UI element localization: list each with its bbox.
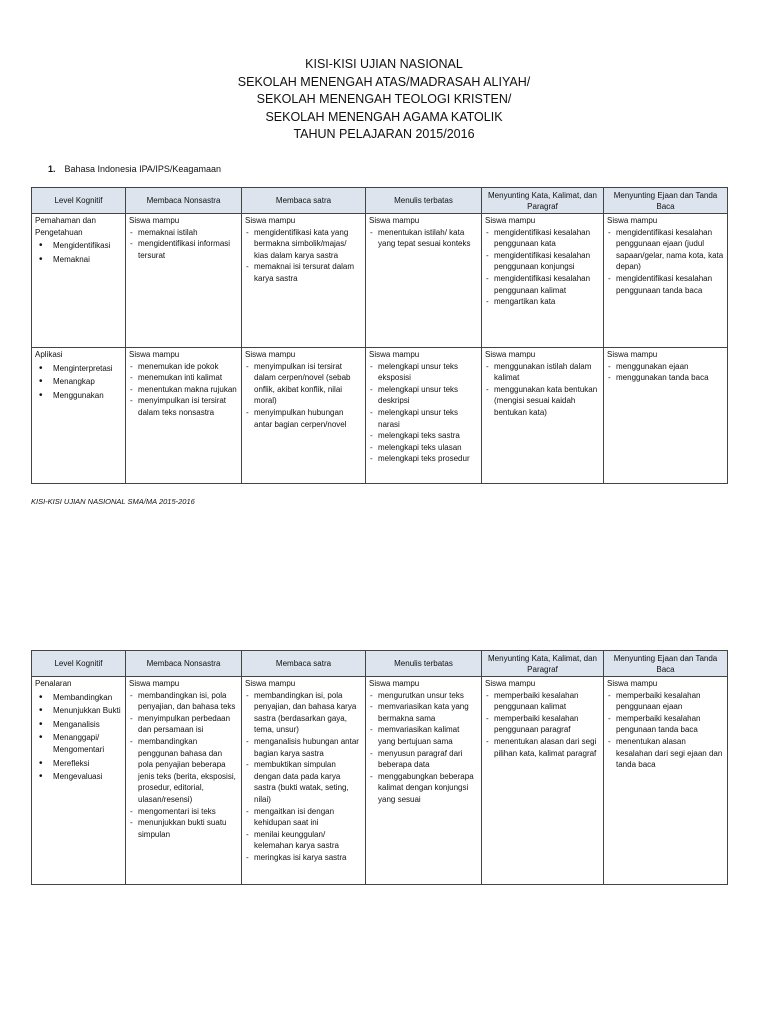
- table-row: [32, 214, 728, 348]
- column-header: Membaca Nonsastra: [126, 188, 242, 214]
- indicator-item: - menggunakan tanda baca: [607, 372, 724, 384]
- indicator-item: - mengurutkan unsur teks: [369, 690, 478, 702]
- indicator-item: - membuktikan simpulan dengan data pada karya sastra (bukti watak, seting, nilai): [245, 759, 362, 805]
- indicator-item: - melengkapi teks ulasan: [369, 442, 478, 454]
- indicator-item: - mengaitkan isi dengan kehidupan saat ini: [245, 806, 362, 829]
- indicator-item: - menentukan istilah/ kata yang tepat sesuai konteks: [369, 227, 478, 250]
- indicator-intro: Siswa mampu: [245, 350, 296, 359]
- column-header: Menyunting Ejaan dan Tanda Baca: [604, 651, 728, 677]
- level-list: [35, 240, 122, 265]
- indicator-intro: Siswa mampu: [485, 216, 536, 225]
- indicator-intro: Siswa mampu: [607, 216, 658, 225]
- column-header: Level Kognitif: [32, 188, 126, 214]
- indicator-list: [607, 227, 724, 297]
- level-item: • Mengevaluasi: [35, 771, 122, 783]
- level-item: • Memaknai: [35, 254, 122, 266]
- indicator-list: [245, 690, 362, 864]
- indicator-cell: [242, 348, 366, 484]
- subject-label: Bahasa Indonesia IPA/IPS/Keagamaan: [64, 164, 221, 174]
- indicator-item: - menggunakan ejaan: [607, 361, 724, 373]
- indicator-item: - menyimpulkan perbedaan dan persamaan isi: [129, 713, 238, 736]
- level-item: • Menginterpretasi: [35, 363, 122, 375]
- column-header: Menyunting Kata, Kalimat, dan Paragraf: [482, 651, 604, 677]
- column-header: Menulis terbatas: [366, 651, 482, 677]
- indicator-list: [607, 690, 724, 771]
- column-header: Menulis terbatas: [366, 188, 482, 214]
- indicator-item: - menyusun paragraf dari beberapa data: [369, 748, 478, 771]
- indicator-cell: [242, 214, 366, 348]
- indicator-intro: Siswa mampu: [485, 679, 536, 688]
- column-header: Menyunting Ejaan dan Tanda Baca: [604, 188, 728, 214]
- kisi-table-2: [31, 650, 728, 885]
- subject-number: 1.: [48, 164, 56, 174]
- indicator-item: - memperbaiki kesalahan pengunaan tanda baca: [607, 713, 724, 736]
- table-1-body: [32, 214, 728, 484]
- indicator-item: - melengkapi teks sastra: [369, 430, 478, 442]
- indicator-item: - meringkas isi karya sastra: [245, 852, 362, 864]
- level-item: • Membandingkan: [35, 692, 122, 704]
- indicator-item: - memvariasikan kalimat yang bertujuan sama: [369, 724, 478, 747]
- indicator-intro: Siswa mampu: [369, 679, 420, 688]
- indicator-cell: [604, 214, 728, 348]
- level-title: Penalaran: [35, 679, 72, 688]
- indicator-list: [129, 361, 238, 419]
- indicator-item: - membandingkan isi, pola penyajian, dan bahasa karya sastra (berdasarkan gaya, tema, unsur): [245, 690, 362, 736]
- title-line-5: TAHUN PELAJARAN 2015/2016: [293, 127, 475, 141]
- indicator-item: - membandingkan isi, pola penyajian, dan bahasa teks: [129, 690, 238, 713]
- indicator-cell: [366, 348, 482, 484]
- indicator-item: - mengidentifikasi kesalahan penggunaan kalimat: [485, 273, 600, 296]
- level-cell: [32, 677, 126, 885]
- indicator-item: - mengidentifikasi kesalahan penggunaan ejaan (judul sapaan/gelar, nama kota, kata depan): [607, 227, 724, 273]
- indicator-cell: [366, 214, 482, 348]
- indicator-item: - menilai keunggulan/ kelemahan karya sastra: [245, 829, 362, 852]
- indicator-cell: [482, 348, 604, 484]
- indicator-item: - melengkapi unsur teks deskripsi: [369, 384, 478, 407]
- indicator-intro: Siswa mampu: [129, 679, 180, 688]
- indicator-item: - mengidentifikasi kesalahan penggunaan konjungsi: [485, 250, 600, 273]
- level-item: • Menangkap: [35, 376, 122, 388]
- level-item: • Menggunakan: [35, 390, 122, 402]
- indicator-item: - memperbaiki kesalahan penggunaan paragraf: [485, 713, 600, 736]
- column-header: Membaca satra: [242, 651, 366, 677]
- indicator-item: - menganalisis hubungan antar bagian karya sastra: [245, 736, 362, 759]
- level-cell: [32, 214, 126, 348]
- indicator-item: - menemukan inti kalimat: [129, 372, 238, 384]
- indicator-item: - mengidentifikasi kesalahan penggunaan kata: [485, 227, 600, 250]
- level-list: [35, 692, 122, 783]
- indicator-item: - melengkapi teks prosedur: [369, 453, 478, 465]
- indicator-item: - memaknai isi tersurat dalam karya sastra: [245, 261, 362, 284]
- document-title: [0, 56, 768, 144]
- indicator-intro: Siswa mampu: [369, 216, 420, 225]
- indicator-intro: Siswa mampu: [607, 350, 658, 359]
- level-item: • Merefleksi: [35, 758, 122, 770]
- indicator-cell: [126, 677, 242, 885]
- indicator-item: - menentukan makna rujukan: [129, 384, 238, 396]
- table-header-row: [32, 188, 728, 214]
- indicator-item: - menggunakan istilah dalam kalimat: [485, 361, 600, 384]
- indicator-cell: [126, 214, 242, 348]
- indicator-item: - menggunakan kata bentukan (mengisi sesuai kaidah bentukan kata): [485, 384, 600, 419]
- indicator-list: [369, 361, 478, 465]
- indicator-list: [129, 690, 238, 841]
- indicator-cell: [366, 677, 482, 885]
- column-header: Level Kognitif: [32, 651, 126, 677]
- indicator-intro: Siswa mampu: [245, 216, 296, 225]
- column-header: Menyunting Kata, Kalimat, dan Paragraf: [482, 188, 604, 214]
- page-footer: KISI-KISI UJIAN NASIONAL SMA/MA 2015-2016: [31, 497, 195, 506]
- column-header: Membaca satra: [242, 188, 366, 214]
- indicator-item: - melengkapi unsur teks eksposisi: [369, 361, 478, 384]
- indicator-list: [369, 227, 478, 250]
- indicator-item: - memperbaiki kesalahan penggunaan kalimat: [485, 690, 600, 713]
- table-row: [32, 677, 728, 885]
- indicator-item: - melengkapi unsur teks narasi: [369, 407, 478, 430]
- indicator-intro: Siswa mampu: [485, 350, 536, 359]
- indicator-item: - mengidentifikasi kata yang bermakna simbolik/majas/ kias dalam karya sastra: [245, 227, 362, 262]
- indicator-cell: [126, 348, 242, 484]
- indicator-cell: [242, 677, 366, 885]
- indicator-item: - mengomentari isi teks: [129, 806, 238, 818]
- table-header-row: [32, 651, 728, 677]
- level-cell: [32, 348, 126, 484]
- subject-heading: [48, 164, 221, 174]
- indicator-item: - menunjukkan bukti suatu simpulan: [129, 817, 238, 840]
- indicator-intro: Siswa mampu: [129, 216, 180, 225]
- level-title: Aplikasi: [35, 350, 63, 359]
- indicator-cell: [604, 348, 728, 484]
- indicator-item: - memvariasikan kata yang bermakna sama: [369, 701, 478, 724]
- level-item: • Mengidentifikasi: [35, 240, 122, 252]
- table-row: [32, 348, 728, 484]
- indicator-item: - mengidentifikasi informasi tersurat: [129, 238, 238, 261]
- column-header: Membaca Nonsastra: [126, 651, 242, 677]
- indicator-item: - menentukan alasan dari segi pilihan kata, kalimat paragraf: [485, 736, 600, 759]
- indicator-item: - menyimpulkan hubungan antar bagian cerpen/novel: [245, 407, 362, 430]
- indicator-list: [245, 227, 362, 285]
- kisi-table-1: [31, 187, 728, 484]
- indicator-intro: Siswa mampu: [607, 679, 658, 688]
- indicator-item: - mengidentifikasi kesalahan penggunaan tanda baca: [607, 273, 724, 296]
- indicator-intro: Siswa mampu: [245, 679, 296, 688]
- title-line-2: SEKOLAH MENENGAH ATAS/MADRASAH ALIYAH/: [237, 74, 531, 89]
- indicator-item: - mengartikan kata: [485, 296, 600, 308]
- indicator-cell: [604, 677, 728, 885]
- level-title: Pemahaman dan Pengetahuan: [35, 216, 96, 237]
- indicator-list: [607, 361, 724, 384]
- indicator-list: [129, 227, 238, 262]
- indicator-item: - memperbaiki kesalahan penggunaan ejaan: [607, 690, 724, 713]
- indicator-list: [485, 227, 600, 308]
- level-item: • Menanggapi/ Mengomentari: [35, 732, 122, 755]
- indicator-list: [485, 690, 600, 760]
- indicator-list: [485, 361, 600, 419]
- indicator-cell: [482, 677, 604, 885]
- level-item: • Menganalisis: [35, 719, 122, 731]
- indicator-list: [245, 361, 362, 431]
- table-2-body: [32, 677, 728, 885]
- indicator-item: - membandingkan penggunan bahasa dan pola penyajian beberapa jenis teks (berita, eksposisi, prosedur, editorial, ulasan/resensi): [129, 736, 238, 806]
- indicator-intro: Siswa mampu: [369, 350, 420, 359]
- indicator-list: [369, 690, 478, 806]
- indicator-item: - menemukan ide pokok: [129, 361, 238, 373]
- indicator-item: - memaknai istilah: [129, 227, 238, 239]
- level-item: • Menunjukkan Bukti: [35, 705, 122, 717]
- indicator-item: - menentukan alasan kesalahan dari segi ejaan dan tanda baca: [607, 736, 724, 771]
- indicator-item: - menyimpulkan isi tersirat dalam cerpen/novel (sebab onflik, akibat konflik, nilai moral): [245, 361, 362, 407]
- indicator-item: - menyimpulkan isi tersirat dalam teks nonsastra: [129, 395, 238, 418]
- title-line-1: KISI-KISI UJIAN NASIONAL: [305, 57, 463, 71]
- level-list: [35, 363, 122, 402]
- indicator-intro: Siswa mampu: [129, 350, 180, 359]
- indicator-item: - menggabungkan beberapa kalimat dengan konjungsi yang sesuai: [369, 771, 478, 806]
- title-line-4: SEKOLAH MENENGAH AGAMA KATOLIK: [265, 109, 503, 124]
- title-line-3: SEKOLAH MENENGAH TEOLOGI KRISTEN/: [256, 92, 512, 106]
- indicator-cell: [482, 214, 604, 348]
